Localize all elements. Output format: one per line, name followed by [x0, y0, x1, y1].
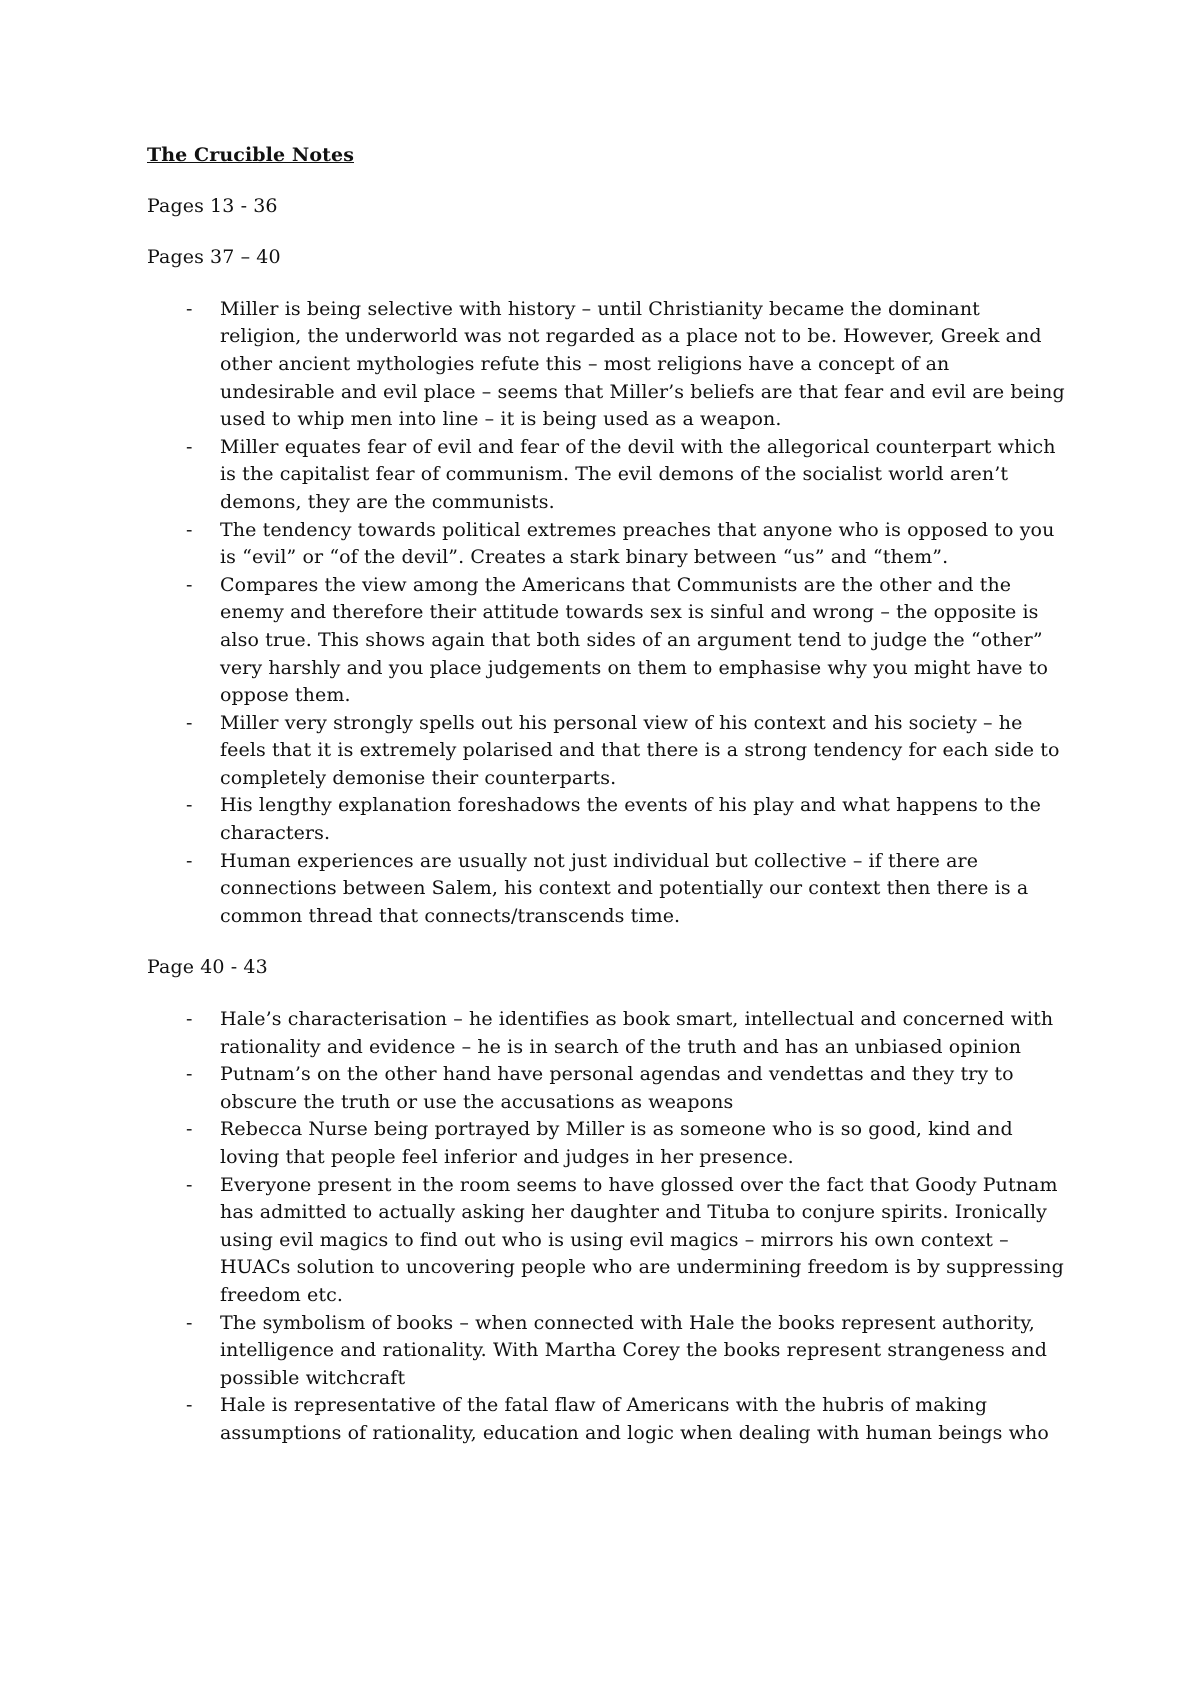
note-text: Human experiences are usually not just individual but collective – if there are connections between Salem, his context and potentially our context then there is a common thread that connects/transcends time.: [220, 849, 1029, 927]
bullet-dash: -: [186, 1118, 193, 1141]
section-page-40-43: [147, 954, 1067, 1447]
note-item: [147, 1310, 1067, 1393]
notes-list: [147, 296, 1067, 931]
bullet-dash: -: [186, 794, 193, 817]
document-title: The Crucible Notes: [147, 144, 354, 166]
note-item: [147, 1172, 1067, 1310]
section-heading: Page 40 - 43: [147, 956, 268, 979]
bullet-dash: -: [186, 711, 193, 734]
notes-list: [147, 1006, 1067, 1448]
note-item: [147, 572, 1067, 710]
bullet-dash: -: [186, 849, 193, 872]
note-item: [147, 1116, 1067, 1171]
note-text: The tendency towards political extremes preaches that anyone who is opposed to you is “evil” or “of the devil”. Creates a stark binary between “us” and “them”.: [220, 518, 1055, 569]
bullet-dash: -: [186, 1394, 193, 1417]
note-item: [147, 517, 1067, 572]
note-item: [147, 848, 1067, 931]
bullet-dash: -: [186, 1063, 193, 1086]
section-pages-13-36: [147, 193, 1067, 221]
document-body: [147, 142, 1067, 1448]
note-text: His lengthy explanation foreshadows the events of his play and what happens to the characters.: [220, 794, 1041, 845]
section-heading: Pages 13 - 36: [147, 194, 278, 217]
note-item: [147, 1006, 1067, 1061]
bullet-dash: -: [186, 1008, 193, 1031]
note-item: [147, 296, 1067, 434]
note-item: [147, 710, 1067, 793]
note-item: [147, 434, 1067, 517]
bullet-dash: -: [186, 1311, 193, 1334]
note-text: Hale’s characterisation – he identifies as book smart, intellectual and concerned with rationality and evidence – he is in search of the truth and has an unbiased opinion: [220, 1008, 1054, 1058]
note-text: Compares the view among the Americans that Communists are the other and the enemy and therefore their attitude towards sex is sinful and wrong – the opposite is also true. This shows again that both sides of an argument tend to judge the “other” very harshly and you place judgements on them to emphasise why you might have to oppose them.: [220, 573, 1049, 707]
note-text: The symbolism of books – when connected with Hale the books represent authority, intelligence and rationality. With Martha Corey the books represent strangeness and possible witchcraft: [220, 1311, 1048, 1389]
note-text: Rebecca Nurse being portrayed by Miller is as someone who is so good, kind and loving that people feel inferior and judges in her presence.: [220, 1118, 1013, 1168]
bullet-dash: -: [186, 1173, 193, 1196]
bullet-dash: -: [186, 573, 193, 596]
note-text: Putnam’s on the other hand have personal agendas and vendettas and they try to obscure the truth or use the accusations as weapons: [220, 1063, 1014, 1113]
note-text: Miller very strongly spells out his personal view of his context and his society – he feels that it is extremely polarised and that there is a strong tendency for each side to completely demonise their counterparts.: [220, 711, 1060, 789]
note-text: Miller equates fear of evil and fear of the devil with the allegorical counterpart which is the capitalist fear of communism. The evil demons of the socialist world aren’t demons, they are the communists.: [220, 435, 1056, 513]
section-heading: Pages 37 – 40: [147, 246, 281, 269]
section-spacer: [147, 930, 1067, 954]
note-item: [147, 792, 1067, 847]
bullet-dash: -: [186, 297, 193, 320]
bullet-dash: -: [186, 518, 193, 541]
note-text: Everyone present in the room seems to have glossed over the fact that Goody Putnam has admitted to actually asking her daughter and Tituba to conjure spirits. Ironically using evil magics to find out who is using evil magics – mirrors his own context – HUACs solution to uncovering people who are undermining freedom is by suppressing freedom etc.: [220, 1173, 1064, 1306]
note-text: Hale is representative of the fatal flaw of Americans with the hubris of making assumptions of rationality, education and logic when dealing with human beings who: [220, 1394, 1049, 1444]
note-text: Miller is being selective with history – until Christianity became the dominant religion, the underworld was not regarded as a place not to be. However, Greek and other ancient mythologies refute this – most religions have a concept of an undesirable and evil place – seems that Miller’s beliefs are that fear and evil are being used to whip men into line – it is being used as a weapon.: [220, 297, 1065, 431]
bullet-dash: -: [186, 435, 193, 458]
note-item: [147, 1392, 1067, 1447]
note-item: [147, 1061, 1067, 1116]
section-pages-37-40: [147, 244, 1067, 954]
